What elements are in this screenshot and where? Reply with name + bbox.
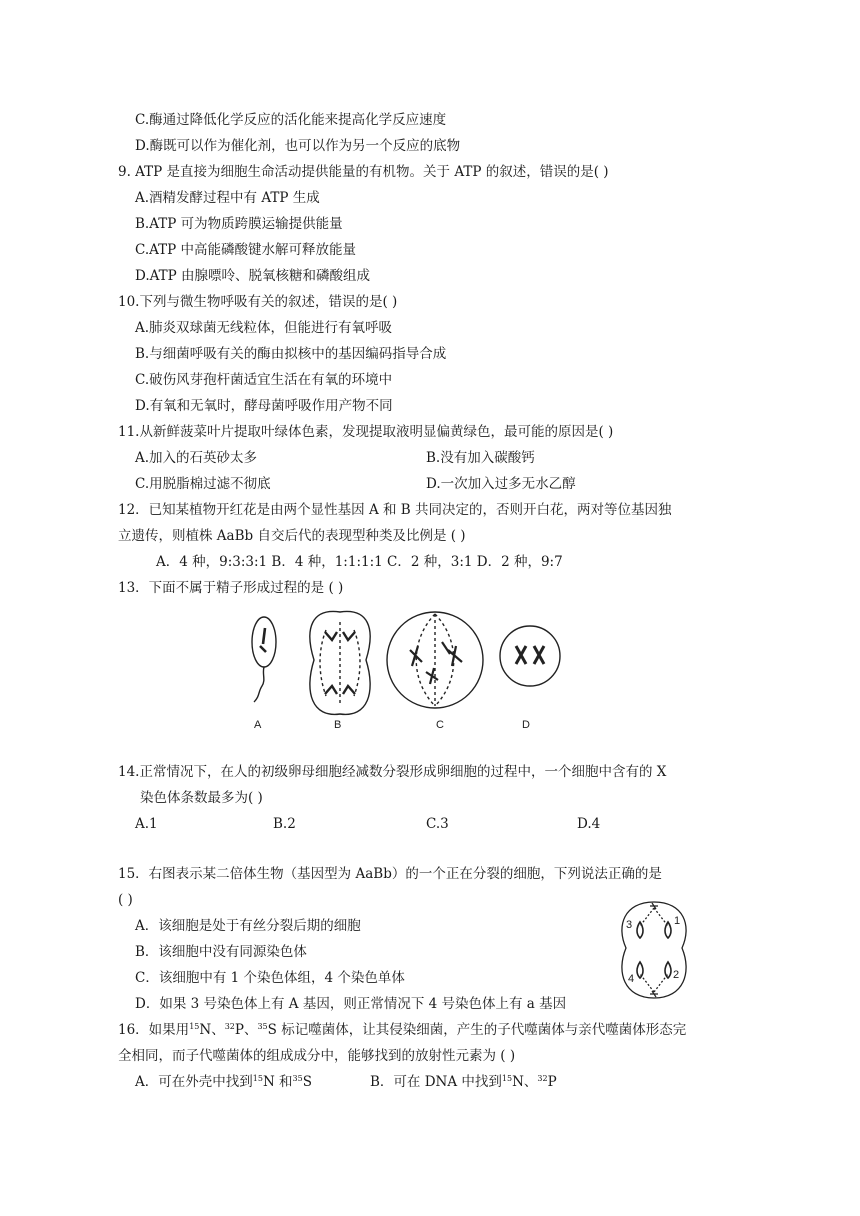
q10-option-c: C.破伤风芽孢杆菌适宜生活在有氧的环境中 (135, 372, 393, 388)
q16-sup-35: 35 (257, 1022, 268, 1031)
q16-option-b-n: N、 (512, 1074, 538, 1090)
label-c: C (436, 719, 444, 731)
q16-sup-15: 15 (189, 1022, 200, 1031)
q11-option-d: D.一次加入过多无水乙醇 (426, 476, 576, 492)
q13-stem: 13．下面不属于精子形成过程的是 ( ) (118, 580, 344, 596)
q15-option-c: C．该细胞中有 1 个染色体组，4 个染色单体 (135, 970, 405, 986)
q14-option-d: D.4 (577, 816, 601, 832)
q14-stem-line2: 染色体条数最多为( ) (140, 790, 263, 806)
meiosis-cells-figure (240, 600, 570, 740)
q16-option-a-sup-15: 15 (252, 1074, 263, 1083)
dividing-cell-figure (610, 898, 698, 1002)
label-b: B (334, 719, 342, 731)
q8-option-d: D.酶既可以作为催化剂，也可以作为另一个反应的底物 (135, 138, 461, 154)
q16-sup-32: 32 (224, 1022, 235, 1031)
q15-option-b: B．该细胞中没有同源染色体 (135, 944, 307, 960)
q9-option-b: B.ATP 可为物质跨膜运输提供能量 (135, 216, 343, 232)
q11-stem: 11.从新鲜菠菜叶片提取叶绿体色素，发现提取液明显偏黄绿色，最可能的原因是( ) (118, 424, 614, 440)
fig-label-2: 2 (673, 969, 680, 981)
q11-option-c: C.用脱脂棉过滤不彻底 (135, 476, 271, 492)
q15-stem-line2: ( ) (118, 892, 133, 908)
q9-stem: 9. ATP 是直接为细胞生命活动提供能量的有机物。关于 ATP 的叙述，错误的是( ) (118, 164, 609, 180)
q16-stem-prefix: 16．如果用 (118, 1022, 190, 1038)
q10-option-d: D.有氧和无氧时，酵母菌呼吸作用产物不同 (135, 398, 393, 414)
q11-option-b: B.没有加入碳酸钙 (426, 450, 535, 466)
q10-stem: 10.下列与微生物呼吸有关的叙述，错误的是( ) (118, 294, 398, 310)
cell-a-sperm (252, 617, 276, 702)
q12-stem-line1: 12．已知某植物开红花是由两个显性基因 A 和 B 共同决定的，否则开白花，两对等位基因独 (118, 502, 672, 518)
q16-n: N、 (199, 1022, 225, 1038)
q10-option-b: B.与细菌呼吸有关的酶由拟核中的基因编码指导合成 (135, 346, 447, 362)
q14-option-a: A.1 (135, 816, 158, 832)
q9-option-a: A.酒精发酵过程中有 ATP 生成 (135, 190, 320, 206)
q16-option-a-n: N 和 (262, 1074, 293, 1090)
q12-options: A．4 种，9:3:3:1 B．4 种，1:1:1:1 C．2 种，3:1 D．2 种，9:7 (156, 554, 563, 570)
q16-option-b-sup-32: 32 (537, 1074, 548, 1083)
q15-option-a: A．该细胞是处于有丝分裂后期的细胞 (135, 918, 361, 934)
q16-option-a-s: S (302, 1074, 312, 1090)
fig-label-3: 3 (626, 919, 633, 931)
q16-option-a (135, 1072, 312, 1092)
q15-stem-line1: 15．右图表示某二倍体生物（基因型为 AaBb）的一个正在分裂的细胞，下列说法正确的是 (118, 866, 662, 882)
q10-option-a: A.肺炎双球菌无线粒体，但能进行有氧呼吸 (135, 320, 393, 336)
q12-stem-line2: 立遗传，则植株 AaBb 自交后代的表现型种类及比例是 ( ) (118, 528, 466, 544)
q9-option-c: C.ATP 中高能磷酸键水解可释放能量 (135, 242, 357, 258)
q15-option-d: D．如果 3 号染色体上有 A 基因，则正常情况下 4 号染色体上有 a 基因 (135, 996, 567, 1012)
cell-b-dividing (310, 611, 370, 714)
cell-c-metaphase (387, 612, 483, 708)
q16-stem-line1 (118, 1020, 686, 1040)
q16-option-a-text: A．可在外壳中找到 (135, 1074, 253, 1090)
q16-p: P、 (234, 1022, 258, 1038)
q16-option-a-sup-35: 35 (292, 1074, 303, 1083)
label-d: D (522, 719, 530, 731)
q16-stem-rest: S 标记噬菌体，让其侵染细菌，产生的子代噬菌体与亲代噬菌体形态完 (267, 1022, 687, 1038)
label-a: A (254, 719, 262, 731)
q14-option-b: B.2 (273, 816, 296, 832)
q14-option-c: C.3 (426, 816, 449, 832)
q14-stem-line1: 14.正常情况下，在人的初级卵母细胞经减数分裂形成卵细胞的过程中，一个细胞中含有的 X (118, 764, 667, 780)
q16-option-b (370, 1072, 557, 1092)
q8-option-c: C.酶通过降低化学反应的活化能来提高化学反应速度 (135, 112, 447, 128)
q16-stem-line2: 全相同，而子代噬菌体的组成成分中，能够找到的放射性元素为 ( ) (118, 1048, 516, 1064)
q16-option-b-text: B．可在 DNA 中找到 (370, 1074, 502, 1090)
q16-option-b-sup-15: 15 (501, 1074, 513, 1083)
q9-option-d: D.ATP 由腺嘌呤、脱氧核糖和磷酸组成 (135, 268, 371, 284)
cell-d-chromosomes (500, 626, 560, 686)
fig-label-4: 4 (628, 973, 635, 985)
q16-option-b-p: P (547, 1074, 557, 1090)
fig-label-1: 1 (674, 915, 681, 927)
q11-option-a: A.加入的石英砂太多 (135, 450, 258, 466)
